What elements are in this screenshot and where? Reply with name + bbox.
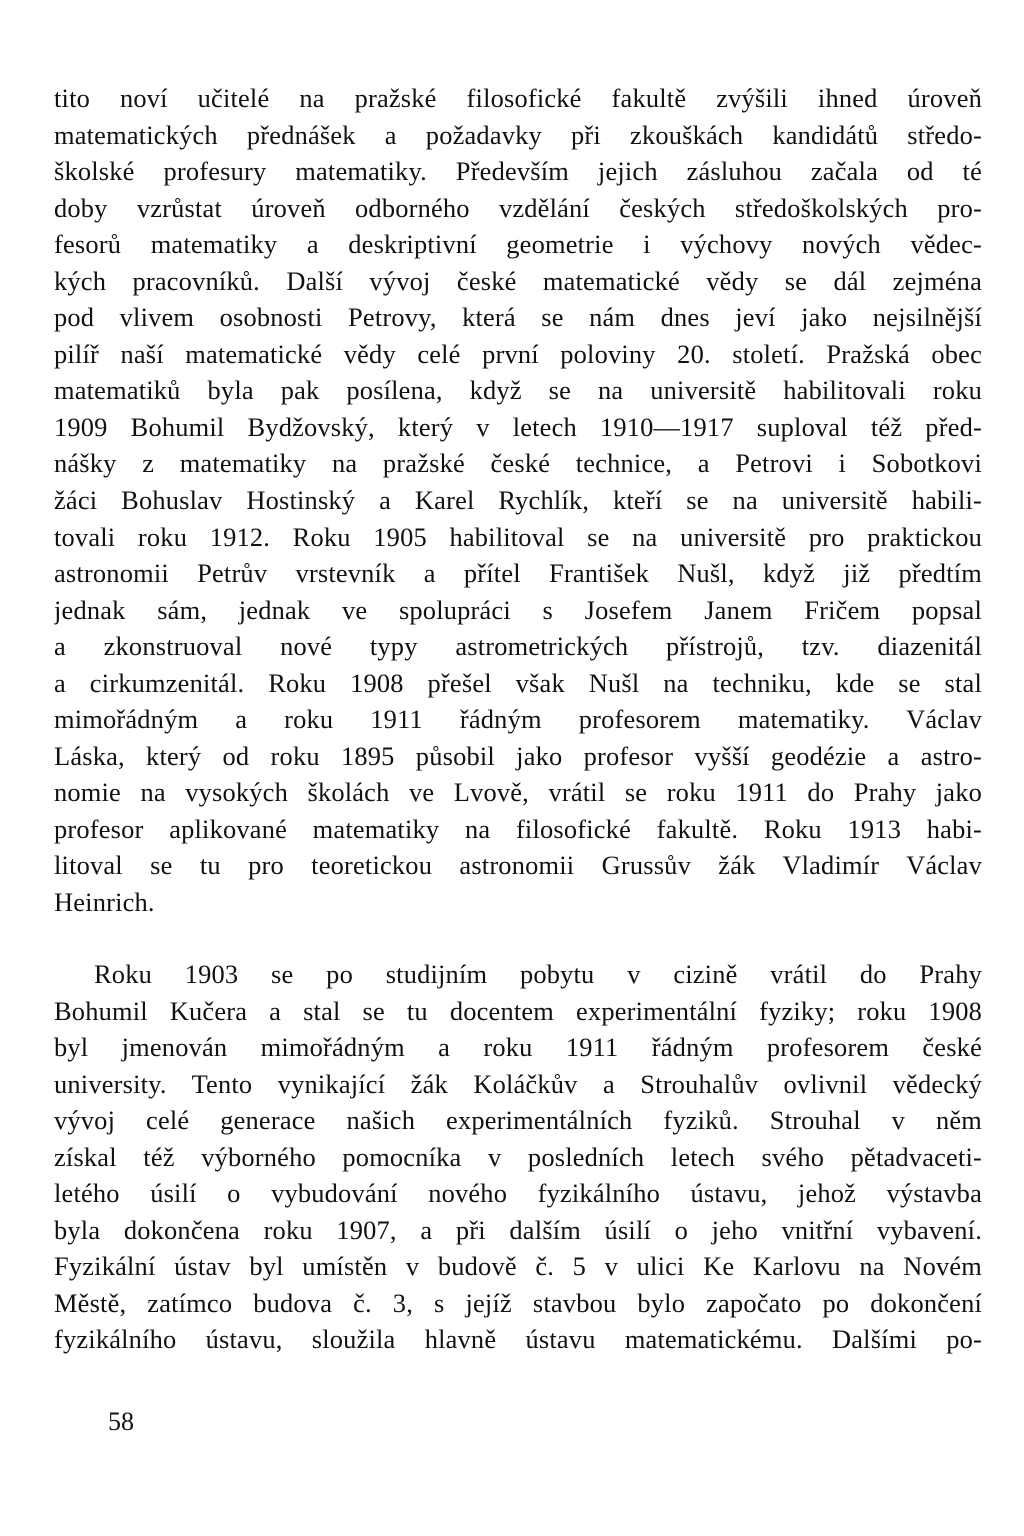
text-line: Heinrich. (54, 887, 155, 918)
text-line: a zkonstruoval nové typy astrometrických přístrojů, tzv. diazenitál (54, 631, 982, 662)
text-line: 1909 Bohumil Bydžovský, který v letech 1910—1917 suploval též před- (54, 411, 982, 442)
text-line: tovali roku 1912. Roku 1905 habilitoval se na universitě pro praktickou (54, 521, 982, 552)
text-line: astronomii Petrův vrstevník a přítel František Nušl, když již předtím (54, 558, 982, 589)
text-line: tito noví učitelé na pražské filosofické fakultě zvýšili ihned úroveň (54, 83, 982, 113)
text-line: jednak sám, jednak ve spolupráci s Josefem Janem Fričem popsal (54, 594, 982, 625)
text-line: Bohumil Kučera a stal se tu docentem experimentální fyziky; roku 1908 (54, 995, 982, 1026)
paragraph-1 (54, 80, 982, 921)
text-line: pilíř naší matematické vědy celé první poloviny 20. století. Pražská obec (54, 338, 982, 369)
text-line: fyzikálního ústavu, sloužila hlavně ústavu matematickému. Dalšími po- (54, 1324, 982, 1355)
text-line: matematických přednášek a požadavky při zkouškách kandidátů středo- (54, 119, 982, 150)
text-line: Roku 1903 se po studijním pobytu v cizině vrátil do Prahy (94, 959, 982, 989)
text-line: nomie na vysokých školách ve Lvově, vrátil se roku 1911 do Prahy jako (54, 777, 982, 808)
paragraph-2 (54, 956, 982, 1358)
text-line: mimořádným a roku 1911 řádným profesorem matematiky. Václav (54, 704, 982, 735)
text-line: letého úsilí o vybudování nového fyzikálního ústavu, jehož výstavba (54, 1178, 982, 1209)
text-line: a cirkumzenitál. Roku 1908 přešel však Nušl na techniku, kde se stal (54, 667, 982, 698)
text-line: kých pracovníků. Další vývoj české matematické vědy se dál zejména (54, 265, 982, 296)
text-line: Fyzikální ústav byl umístěn v budově č. 5 v ulici Ke Karlovu na Novém (54, 1251, 982, 1282)
text-line: Láska, který od roku 1895 působil jako profesor vyšší geodézie a astro- (54, 740, 982, 771)
text-line: byla dokončena roku 1907, a při dalším úsilí o jeho vnitřní vybavení. (54, 1214, 982, 1245)
text-line: litoval se tu pro teoretickou astronomii Grussův žák Vladimír Václav (54, 850, 982, 881)
text-line: university. Tento vynikající žák Koláčkův a Strouhalův ovlivnil vědecký (54, 1068, 982, 1099)
text-line: profesor aplikované matematiky na filosofické fakultě. Roku 1913 habi- (54, 813, 982, 844)
text-line: školské profesury matematiky. Především jejich zásluhou začala od té (54, 156, 982, 187)
text-line: získal též výborného pomocníka v posledních letech svého pětadvaceti- (54, 1141, 982, 1172)
text-line: Městě, zatímco budova č. 3, s jejíž stavbou bylo započato po dokončení (54, 1287, 982, 1318)
page-number: 58 (108, 1407, 134, 1436)
text-line: doby vzrůstat úroveň odborného vzdělání českých středoškolských pro- (54, 192, 982, 223)
text-line: pod vlivem osobnosti Petrovy, která se nám dnes jeví jako nejsilnější (54, 302, 982, 333)
text-line: vývoj celé generace našich experimentálních fyziků. Strouhal v něm (54, 1105, 982, 1136)
text-line: matematiků byla pak posílena, když se na universitě habilitovali roku (54, 375, 982, 406)
text-line: žáci Bohuslav Hostinský a Karel Rychlík, kteří se na universitě habili- (54, 485, 982, 516)
text-line: fesorů matematiky a deskriptivní geometrie i výchovy nových vědec- (54, 229, 982, 260)
text-line: byl jmenován mimořádným a roku 1911 řádným profesorem české (54, 1032, 982, 1063)
text-line: nášky z matematiky na pražské české technice, a Petrovi i Sobotkovi (54, 448, 982, 479)
